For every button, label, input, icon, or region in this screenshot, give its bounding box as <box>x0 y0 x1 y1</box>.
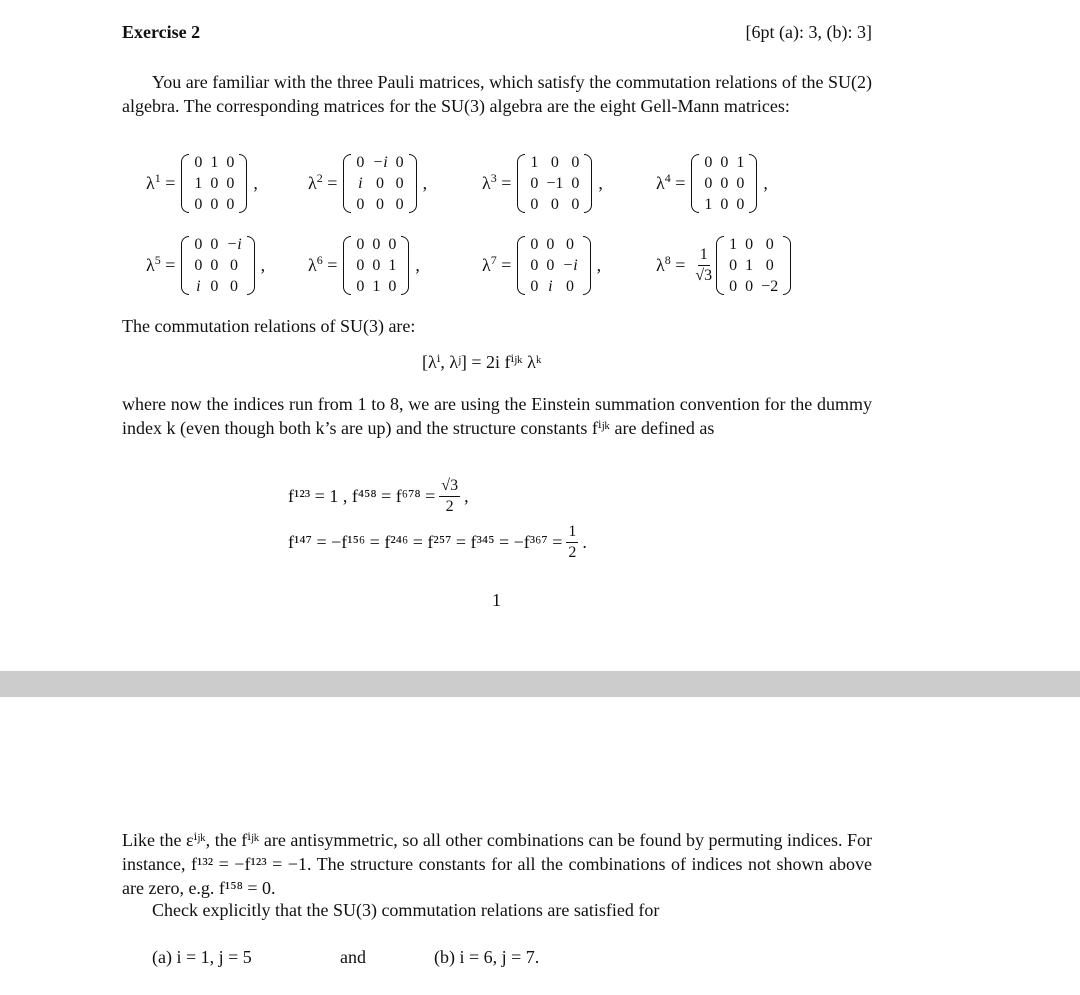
exercise-title: Exercise 2 <box>122 22 201 42</box>
main-equation: [λⁱ, λʲ] = 2i fⁱʲᵏ λᵏ <box>422 352 542 372</box>
points-label: [6pt (a): 3, (b): 3] <box>745 22 872 42</box>
commutation-intro: The commutation relations of SU(3) are: <box>122 316 416 336</box>
lambda-1: $\lambda^1$ = 0 1 0 1 0 0 0 0 0 , <box>146 153 258 213</box>
prefactor-fraction: $\frac{1}{√3}$ <box>695 245 713 284</box>
matrix-3: 1 0 0 0 −1 0 0 0 0 <box>517 152 592 215</box>
matrix-4: 0 0 1 0 0 0 1 0 0 <box>691 152 757 215</box>
structure-line-2: f¹⁴⁷ = −f¹⁵⁶ = f²⁴⁶ = f²⁵⁷ = f³⁴⁵ = −f³⁶⁷ = $\frac{1}{2}$ . <box>288 522 587 561</box>
lambda-2: $\lambda^2$ = 0 −i 0 i 0 0 0 0 0 , <box>308 153 428 213</box>
where-paragraph: where now the indices run from 1 to 8, we are using the Einstein summation convention for the dummy index k (even though both k’s are up) and the structure constants fⁱʲᵏ are defined as <box>122 394 872 438</box>
one-half-fraction: $\frac{1}{2}$ <box>568 522 577 561</box>
check-instruction: Check explicitly that the SU(3) commutation relations are satisfied for <box>152 900 660 920</box>
lambda-7: $\lambda^7$ = 0 0 0 0 0 −i 0 i 0 , <box>482 235 602 295</box>
part-a: (a) i = 1, j = 5 <box>152 947 252 967</box>
and-word: and <box>340 947 366 967</box>
matrix-1: 0 1 0 1 0 0 0 0 0 <box>181 152 247 215</box>
sqrt3-over-2-fraction: $\frac{√3}{2}$ <box>441 476 459 515</box>
page-number: 1 <box>492 590 501 610</box>
structure-line-1: f¹²³ = 1 , f⁴⁵⁸ = f⁶⁷⁸ = $\frac{√3}{2}$ , <box>288 476 469 515</box>
part-b: (b) i = 6, j = 7. <box>434 947 540 967</box>
matrix-5: 0 0 −i 0 0 0 i 0 0 <box>181 234 254 297</box>
lambda-5: $\lambda^5$ = 0 0 −i 0 0 0 i 0 0 , <box>146 235 266 295</box>
lambda-4: $\lambda^4$ = 0 0 1 0 0 0 1 0 0 , <box>656 153 768 213</box>
matrix-6: 0 0 0 0 0 1 0 1 0 <box>343 234 409 297</box>
lambda-6: $\lambda^6$ = 0 0 0 0 0 1 0 1 0 , <box>308 235 420 295</box>
matrix-2: 0 −i 0 i 0 0 0 0 0 <box>343 152 416 215</box>
lambda-8: $\lambda^8$ = $\frac{1}{√3}$ 1 0 0 0 1 0 0 0 −2 <box>656 230 791 300</box>
intro-paragraph: You are familiar with the three Pauli matrices, which satisfy the commutation relations of the SU(2) algebra. The corresponding matrices for the SU(3) algebra are the eight Gell-Mann matrices: <box>122 72 872 116</box>
antisymmetry-paragraph: Like the εⁱʲᵏ, the fⁱʲᵏ are antisymmetric, so all other combinations can be found by permuting indices. For instance, f¹³² = −f¹²³ = −1. The structure constants for all the combinations of indices not shown above are zero, e.g. f¹⁵⁸ = 0. <box>122 830 872 898</box>
page-divider <box>0 671 1080 697</box>
lambda-3: $\lambda^3$ = 1 0 0 0 −1 0 0 0 0 , <box>482 153 603 213</box>
matrix-8: 1 0 0 0 1 0 0 0 −2 <box>716 234 791 297</box>
matrix-7: 0 0 0 0 0 −i 0 i 0 <box>517 234 590 297</box>
